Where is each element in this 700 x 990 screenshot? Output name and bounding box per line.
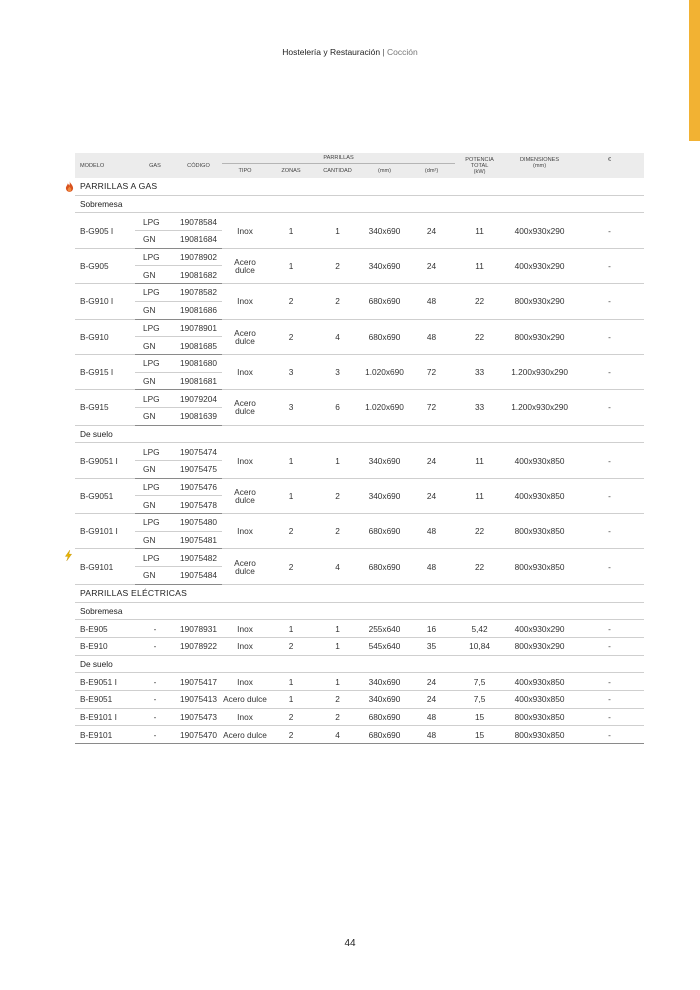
kw-cell: 7,5 xyxy=(455,690,504,708)
kw-cell: 15 xyxy=(455,726,504,744)
kw-cell: 11 xyxy=(455,443,504,478)
price-cell: - xyxy=(575,620,644,638)
zonas-cell: 1 xyxy=(268,673,314,691)
section-row-gas xyxy=(75,178,644,195)
page-header xyxy=(0,47,700,57)
gas-cell: GN xyxy=(135,337,175,355)
price-cell: - xyxy=(575,354,644,389)
col-mm: (mm) xyxy=(361,164,408,179)
page-number: 44 xyxy=(344,938,356,949)
table-row xyxy=(75,673,644,691)
table-row xyxy=(75,248,644,266)
zonas-cell: 2 xyxy=(268,726,314,744)
tipo-cell: Acero dulce xyxy=(222,319,268,354)
group-row xyxy=(75,425,644,443)
dim-cell: 400x930x290 xyxy=(504,248,575,283)
mm-cell: 340x690 xyxy=(361,213,408,248)
dm2-cell: 24 xyxy=(408,213,455,248)
gas-cell: LPG xyxy=(135,478,175,496)
group-title: Sobremesa xyxy=(75,195,644,213)
model-cell: B-E9101 xyxy=(75,726,135,744)
zonas-cell: 1 xyxy=(268,478,314,513)
dm2-cell: 48 xyxy=(408,514,455,549)
price-cell: - xyxy=(575,284,644,319)
dim-cell: 800x930x290 xyxy=(504,637,575,655)
model-cell: B-G905 I xyxy=(75,213,135,248)
gas-cell: LPG xyxy=(135,354,175,372)
table-header-row xyxy=(75,153,644,164)
model-cell: B-G905 xyxy=(75,248,135,283)
zonas-cell: 2 xyxy=(268,514,314,549)
gas-cell: - xyxy=(135,726,175,744)
col-dm2: (dm²) xyxy=(408,164,455,179)
code-cell: 19075482 xyxy=(175,549,222,567)
dm2-cell: 24 xyxy=(408,478,455,513)
model-cell: B-G9051 I xyxy=(75,443,135,478)
gas-cell: LPG xyxy=(135,390,175,408)
dm2-cell: 48 xyxy=(408,708,455,726)
tipo-cell: Acero dulce xyxy=(222,390,268,425)
kw-cell: 11 xyxy=(455,248,504,283)
model-cell: B-E9051 xyxy=(75,690,135,708)
code-cell: 19075474 xyxy=(175,443,222,461)
dm2-cell: 72 xyxy=(408,354,455,389)
code-cell: 19081681 xyxy=(175,372,222,390)
cantidad-cell: 2 xyxy=(314,248,361,283)
table-row xyxy=(75,213,644,231)
gas-cell: - xyxy=(135,673,175,691)
mm-cell: 680x690 xyxy=(361,549,408,584)
col-codigo: CÓDIGO xyxy=(175,153,222,178)
kw-cell: 11 xyxy=(455,213,504,248)
cantidad-cell: 4 xyxy=(314,319,361,354)
zonas-cell: 2 xyxy=(268,319,314,354)
model-cell: B-G9051 xyxy=(75,478,135,513)
dim-cell: 1.200x930x290 xyxy=(504,354,575,389)
col-potencia: POTENCIA TOTAL (kW) xyxy=(455,153,504,178)
code-cell: 19081680 xyxy=(175,354,222,372)
gas-cell: LPG xyxy=(135,549,175,567)
model-cell: B-G9101 I xyxy=(75,514,135,549)
table-row xyxy=(75,319,644,337)
group-title: De suelo xyxy=(75,425,644,443)
model-cell: B-E9101 I xyxy=(75,708,135,726)
tipo-cell: Inox xyxy=(222,284,268,319)
cantidad-cell: 2 xyxy=(314,708,361,726)
code-cell: 19078902 xyxy=(175,248,222,266)
kw-cell: 22 xyxy=(455,284,504,319)
section-row-electric xyxy=(75,584,644,602)
header-subtitle: Cocción xyxy=(387,47,418,57)
dim-cell: 800x930x850 xyxy=(504,549,575,584)
kw-cell: 33 xyxy=(455,390,504,425)
code-cell: 19075413 xyxy=(175,690,222,708)
cantidad-cell: 6 xyxy=(314,390,361,425)
model-cell: B-G910 xyxy=(75,319,135,354)
gas-cell: LPG xyxy=(135,213,175,231)
code-cell: 19078582 xyxy=(175,284,222,302)
tipo-cell: Inox xyxy=(222,708,268,726)
section-title: PARRILLAS ELÉCTRICAS xyxy=(75,584,644,602)
gas-cell: GN xyxy=(135,301,175,319)
gas-cell: LPG xyxy=(135,284,175,302)
lightning-icon xyxy=(64,550,73,561)
table-row xyxy=(75,354,644,372)
model-cell: B-G915 xyxy=(75,390,135,425)
cantidad-cell: 2 xyxy=(314,478,361,513)
price-cell: - xyxy=(575,708,644,726)
group-row xyxy=(75,602,644,620)
mm-cell: 680x690 xyxy=(361,708,408,726)
cantidad-cell: 1 xyxy=(314,443,361,478)
gas-cell: GN xyxy=(135,372,175,390)
dm2-cell: 24 xyxy=(408,443,455,478)
kw-cell: 11 xyxy=(455,478,504,513)
mm-cell: 680x690 xyxy=(361,319,408,354)
price-cell: - xyxy=(575,478,644,513)
dm2-cell: 16 xyxy=(408,620,455,638)
zonas-cell: 1 xyxy=(268,213,314,248)
mm-cell: 340x690 xyxy=(361,673,408,691)
zonas-cell: 1 xyxy=(268,620,314,638)
group-title: De suelo xyxy=(75,655,644,673)
table-row xyxy=(75,690,644,708)
code-cell: 19081682 xyxy=(175,266,222,284)
table-row xyxy=(75,726,644,744)
table-row xyxy=(75,637,644,655)
kw-cell: 22 xyxy=(455,319,504,354)
gas-cell: - xyxy=(135,637,175,655)
cantidad-cell: 1 xyxy=(314,637,361,655)
mm-cell: 680x690 xyxy=(361,514,408,549)
dim-cell: 400x930x850 xyxy=(504,478,575,513)
code-cell: 19081684 xyxy=(175,231,222,249)
code-cell: 19075480 xyxy=(175,514,222,532)
kw-cell: 22 xyxy=(455,514,504,549)
col-tipo: TIPO xyxy=(222,164,268,179)
model-cell: B-E910 xyxy=(75,637,135,655)
code-cell: 19078901 xyxy=(175,319,222,337)
code-cell: 19075476 xyxy=(175,478,222,496)
gas-cell: - xyxy=(135,708,175,726)
code-cell: 19075481 xyxy=(175,531,222,549)
gas-cell: LPG xyxy=(135,248,175,266)
cantidad-cell: 1 xyxy=(314,620,361,638)
tipo-cell: Acero dulce xyxy=(222,726,268,744)
cantidad-cell: 2 xyxy=(314,514,361,549)
dim-cell: 800x930x290 xyxy=(504,284,575,319)
cantidad-cell: 1 xyxy=(314,673,361,691)
tipo-cell: Acero dulce xyxy=(222,690,268,708)
zonas-cell: 2 xyxy=(268,637,314,655)
mm-cell: 545x640 xyxy=(361,637,408,655)
code-cell: 19075470 xyxy=(175,726,222,744)
group-row xyxy=(75,655,644,673)
model-cell: B-E905 xyxy=(75,620,135,638)
dim-cell: 400x930x850 xyxy=(504,673,575,691)
group-title: Sobremesa xyxy=(75,602,644,620)
mm-cell: 340x690 xyxy=(361,478,408,513)
col-gas: GAS xyxy=(135,153,175,178)
tipo-cell: Acero dulce xyxy=(222,478,268,513)
code-cell: 19081639 xyxy=(175,407,222,425)
code-cell: 19075484 xyxy=(175,567,222,585)
gas-cell: LPG xyxy=(135,443,175,461)
mm-cell: 255x640 xyxy=(361,620,408,638)
col-precio: € xyxy=(575,153,644,178)
mm-cell: 340x690 xyxy=(361,443,408,478)
gas-cell: LPG xyxy=(135,514,175,532)
kw-cell: 33 xyxy=(455,354,504,389)
table-row xyxy=(75,708,644,726)
col-cantidad: CANTIDAD xyxy=(314,164,361,179)
dm2-cell: 48 xyxy=(408,549,455,584)
tipo-cell: Acero dulce xyxy=(222,549,268,584)
gas-cell: LPG xyxy=(135,319,175,337)
section-tab-marker xyxy=(689,0,700,141)
kw-cell: 10,84 xyxy=(455,637,504,655)
dim-cell: 1.200x930x290 xyxy=(504,390,575,425)
price-cell: - xyxy=(575,637,644,655)
mm-cell: 680x690 xyxy=(361,726,408,744)
table-row xyxy=(75,390,644,408)
table-row xyxy=(75,620,644,638)
kw-cell: 7,5 xyxy=(455,673,504,691)
dm2-cell: 72 xyxy=(408,390,455,425)
dim-cell: 400x930x850 xyxy=(504,443,575,478)
cantidad-cell: 4 xyxy=(314,549,361,584)
price-cell: - xyxy=(575,726,644,744)
kw-cell: 5,42 xyxy=(455,620,504,638)
product-table xyxy=(75,153,644,744)
cantidad-cell: 2 xyxy=(314,690,361,708)
code-cell: 19081685 xyxy=(175,337,222,355)
price-cell: - xyxy=(575,248,644,283)
flame-icon xyxy=(65,181,74,192)
tipo-cell: Inox xyxy=(222,620,268,638)
dm2-cell: 24 xyxy=(408,673,455,691)
mm-cell: 1.020x690 xyxy=(361,354,408,389)
dim-cell: 800x930x850 xyxy=(504,708,575,726)
price-cell: - xyxy=(575,319,644,354)
gas-cell: - xyxy=(135,690,175,708)
zonas-cell: 2 xyxy=(268,284,314,319)
mm-cell: 340x690 xyxy=(361,248,408,283)
mm-cell: 1.020x690 xyxy=(361,390,408,425)
price-cell: - xyxy=(575,690,644,708)
cantidad-cell: 2 xyxy=(314,284,361,319)
col-modelo: MODELO xyxy=(75,153,135,178)
price-cell: - xyxy=(575,213,644,248)
col-dimensiones: DIMENSIONES (mm) xyxy=(504,153,575,178)
code-cell: 19078922 xyxy=(175,637,222,655)
dim-cell: 800x930x850 xyxy=(504,514,575,549)
model-cell: B-G915 I xyxy=(75,354,135,389)
zonas-cell: 3 xyxy=(268,390,314,425)
gas-cell: GN xyxy=(135,407,175,425)
dm2-cell: 48 xyxy=(408,726,455,744)
mm-cell: 680x690 xyxy=(361,284,408,319)
price-cell: - xyxy=(575,390,644,425)
group-row xyxy=(75,195,644,213)
price-cell: - xyxy=(575,549,644,584)
model-cell: B-G9101 xyxy=(75,549,135,584)
code-cell: 19075475 xyxy=(175,461,222,479)
dm2-cell: 35 xyxy=(408,637,455,655)
dim-cell: 800x930x290 xyxy=(504,319,575,354)
dim-cell: 400x930x290 xyxy=(504,620,575,638)
code-cell: 19081686 xyxy=(175,301,222,319)
tipo-cell: Acero dulce xyxy=(222,248,268,283)
gas-cell: GN xyxy=(135,461,175,479)
tipo-cell: Inox xyxy=(222,213,268,248)
model-cell: B-E9051 I xyxy=(75,673,135,691)
price-cell: - xyxy=(575,673,644,691)
price-cell: - xyxy=(575,443,644,478)
tipo-cell: Inox xyxy=(222,354,268,389)
cantidad-cell: 4 xyxy=(314,726,361,744)
kw-cell: 22 xyxy=(455,549,504,584)
table-row xyxy=(75,443,644,461)
table-row xyxy=(75,549,644,567)
table-row xyxy=(75,514,644,532)
cantidad-cell: 3 xyxy=(314,354,361,389)
header-title: Hostelería y Restauración xyxy=(282,47,381,57)
gas-cell: GN xyxy=(135,266,175,284)
kw-cell: 15 xyxy=(455,708,504,726)
code-cell: 19075473 xyxy=(175,708,222,726)
code-cell: 19075417 xyxy=(175,673,222,691)
code-cell: 19079204 xyxy=(175,390,222,408)
gas-cell: - xyxy=(135,620,175,638)
gas-cell: GN xyxy=(135,496,175,514)
zonas-cell: 1 xyxy=(268,443,314,478)
gas-cell: GN xyxy=(135,531,175,549)
model-cell: B-G910 I xyxy=(75,284,135,319)
section-title: PARRILLAS A GAS xyxy=(75,178,644,195)
gas-cell: GN xyxy=(135,231,175,249)
code-cell: 19075478 xyxy=(175,496,222,514)
zonas-cell: 1 xyxy=(268,248,314,283)
dm2-cell: 48 xyxy=(408,284,455,319)
gas-cell: GN xyxy=(135,567,175,585)
table-row xyxy=(75,284,644,302)
table-row xyxy=(75,478,644,496)
mm-cell: 340x690 xyxy=(361,690,408,708)
col-zonas: ZONAS xyxy=(268,164,314,179)
zonas-cell: 3 xyxy=(268,354,314,389)
dm2-cell: 24 xyxy=(408,248,455,283)
dim-cell: 400x930x290 xyxy=(504,213,575,248)
code-cell: 19078931 xyxy=(175,620,222,638)
tipo-cell: Inox xyxy=(222,514,268,549)
header-separator: | xyxy=(380,47,387,57)
dim-cell: 800x930x850 xyxy=(504,726,575,744)
tipo-cell: Inox xyxy=(222,443,268,478)
code-cell: 19078584 xyxy=(175,213,222,231)
dm2-cell: 24 xyxy=(408,690,455,708)
cantidad-cell: 1 xyxy=(314,213,361,248)
zonas-cell: 2 xyxy=(268,708,314,726)
tipo-cell: Inox xyxy=(222,637,268,655)
price-cell: - xyxy=(575,514,644,549)
zonas-cell: 2 xyxy=(268,549,314,584)
tipo-cell: Inox xyxy=(222,673,268,691)
dim-cell: 400x930x850 xyxy=(504,690,575,708)
dm2-cell: 48 xyxy=(408,319,455,354)
zonas-cell: 1 xyxy=(268,690,314,708)
col-parrillas: PARRILLAS xyxy=(222,153,455,164)
